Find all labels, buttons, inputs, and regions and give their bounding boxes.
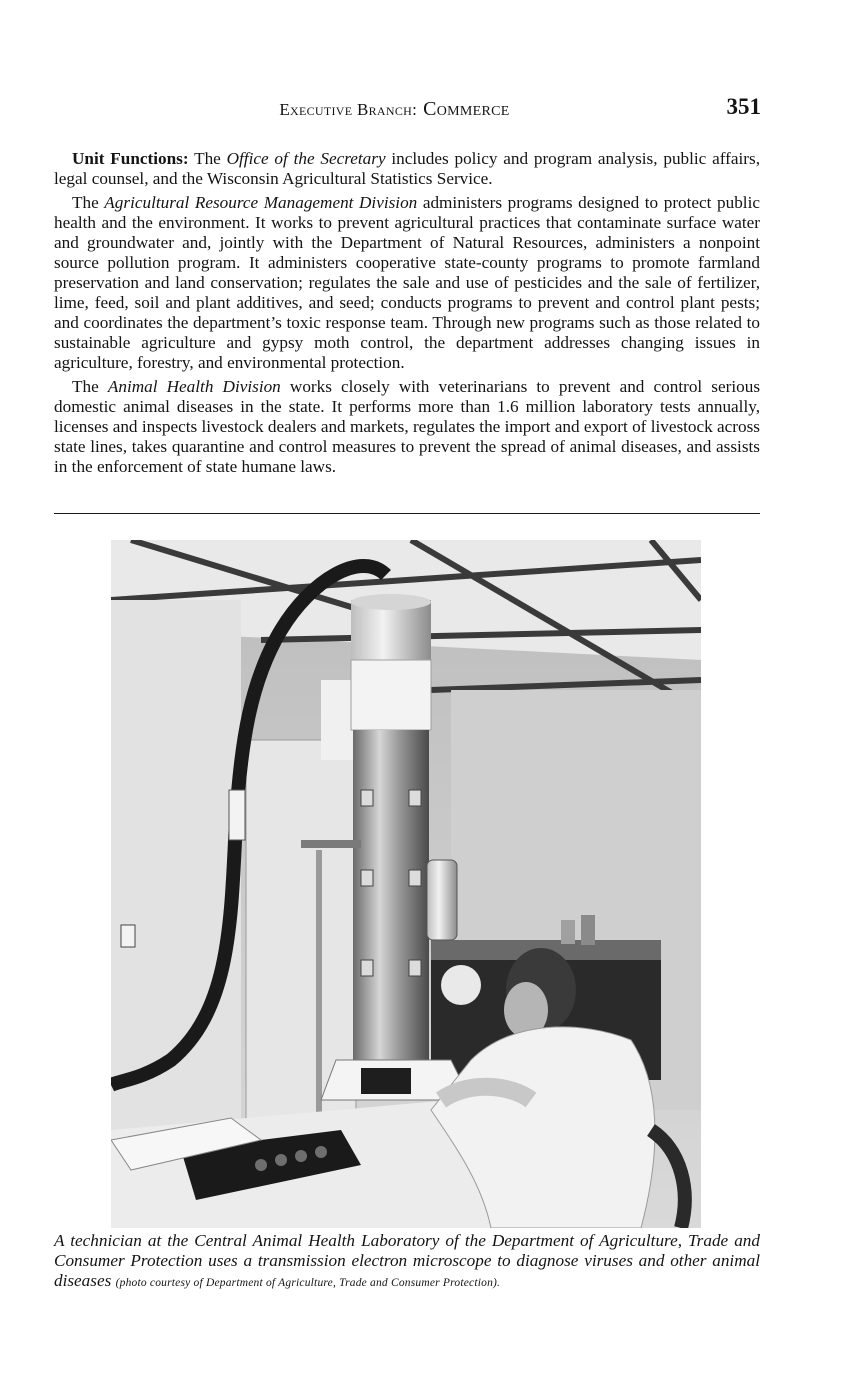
- paragraph-text: includes policy and program analysis, public affairs, legal counsel, and the Wisconsin Agricultural Statistics Service.: [54, 149, 760, 188]
- photo-credit: (photo courtesy of Department of Agriculture, Trade and Consumer Protection).: [115, 1277, 501, 1289]
- office-name: Office of the Secretary: [226, 149, 386, 168]
- caption-text: A technician at the Central Animal Health Laboratory of the Department of Agriculture, Trade and Consumer Protection uses a transmission electron microscope to diagnose viruses and other animal diseases: [54, 1231, 760, 1290]
- section-divider: [54, 513, 760, 514]
- paragraph-text: The: [72, 193, 105, 212]
- paragraph-text: administers programs designed to protect public health and the environment. It works to prevent agricultural practices that contaminate surface water and groundwater and, jointly with the Department of Natural Resources, administers a nonpoint source pollution program. It administers cooperative state-county programs to promote farmland preservation and land conservation; regulates the sale and use of pesticides and the sale of fertilizer, lime, feed, soil and plant additives, and seed; conducts programs to prevent and control plant pests; and coordinates the department’s toxic response team. Through new programs such as those related to sustainable agriculture and gypsy moth control, the department addresses changing issues in agriculture, forestry, and environmental protection.: [54, 193, 760, 372]
- division-name: Animal Health Division: [107, 377, 281, 396]
- body-text: [54, 149, 760, 481]
- division-name: Agricultural Resource Management Division: [104, 193, 418, 212]
- unit-functions-lead: Unit Functions:: [72, 149, 189, 168]
- page-number: 351: [726, 94, 761, 119]
- paragraph-text: works closely with veterinarians to prevent and control serious domestic animal diseases in the state. It performs more than 1.6 million laboratory tests annually, licenses and inspects livestock dealers and markets, regulates the import and export of livestock across state lines, takes quarantine and control measures to prevent the spread of animal diseases, and assists in the enforcement of state humane laws.: [54, 377, 761, 476]
- paragraph-animal-health: [54, 377, 760, 477]
- technician-at-electron-microscope-photo: [111, 540, 701, 1228]
- photo-caption: [54, 1231, 760, 1293]
- running-head: [0, 94, 859, 128]
- section-prefix: Executive Branch:: [279, 100, 418, 119]
- section-name: Commerce: [423, 98, 510, 120]
- paragraph-resource-management: [54, 193, 760, 373]
- paragraph-text: The: [72, 377, 108, 396]
- paragraph-unit-functions: [54, 149, 760, 189]
- section-title: [0, 98, 789, 121]
- paragraph-text: The: [188, 149, 227, 168]
